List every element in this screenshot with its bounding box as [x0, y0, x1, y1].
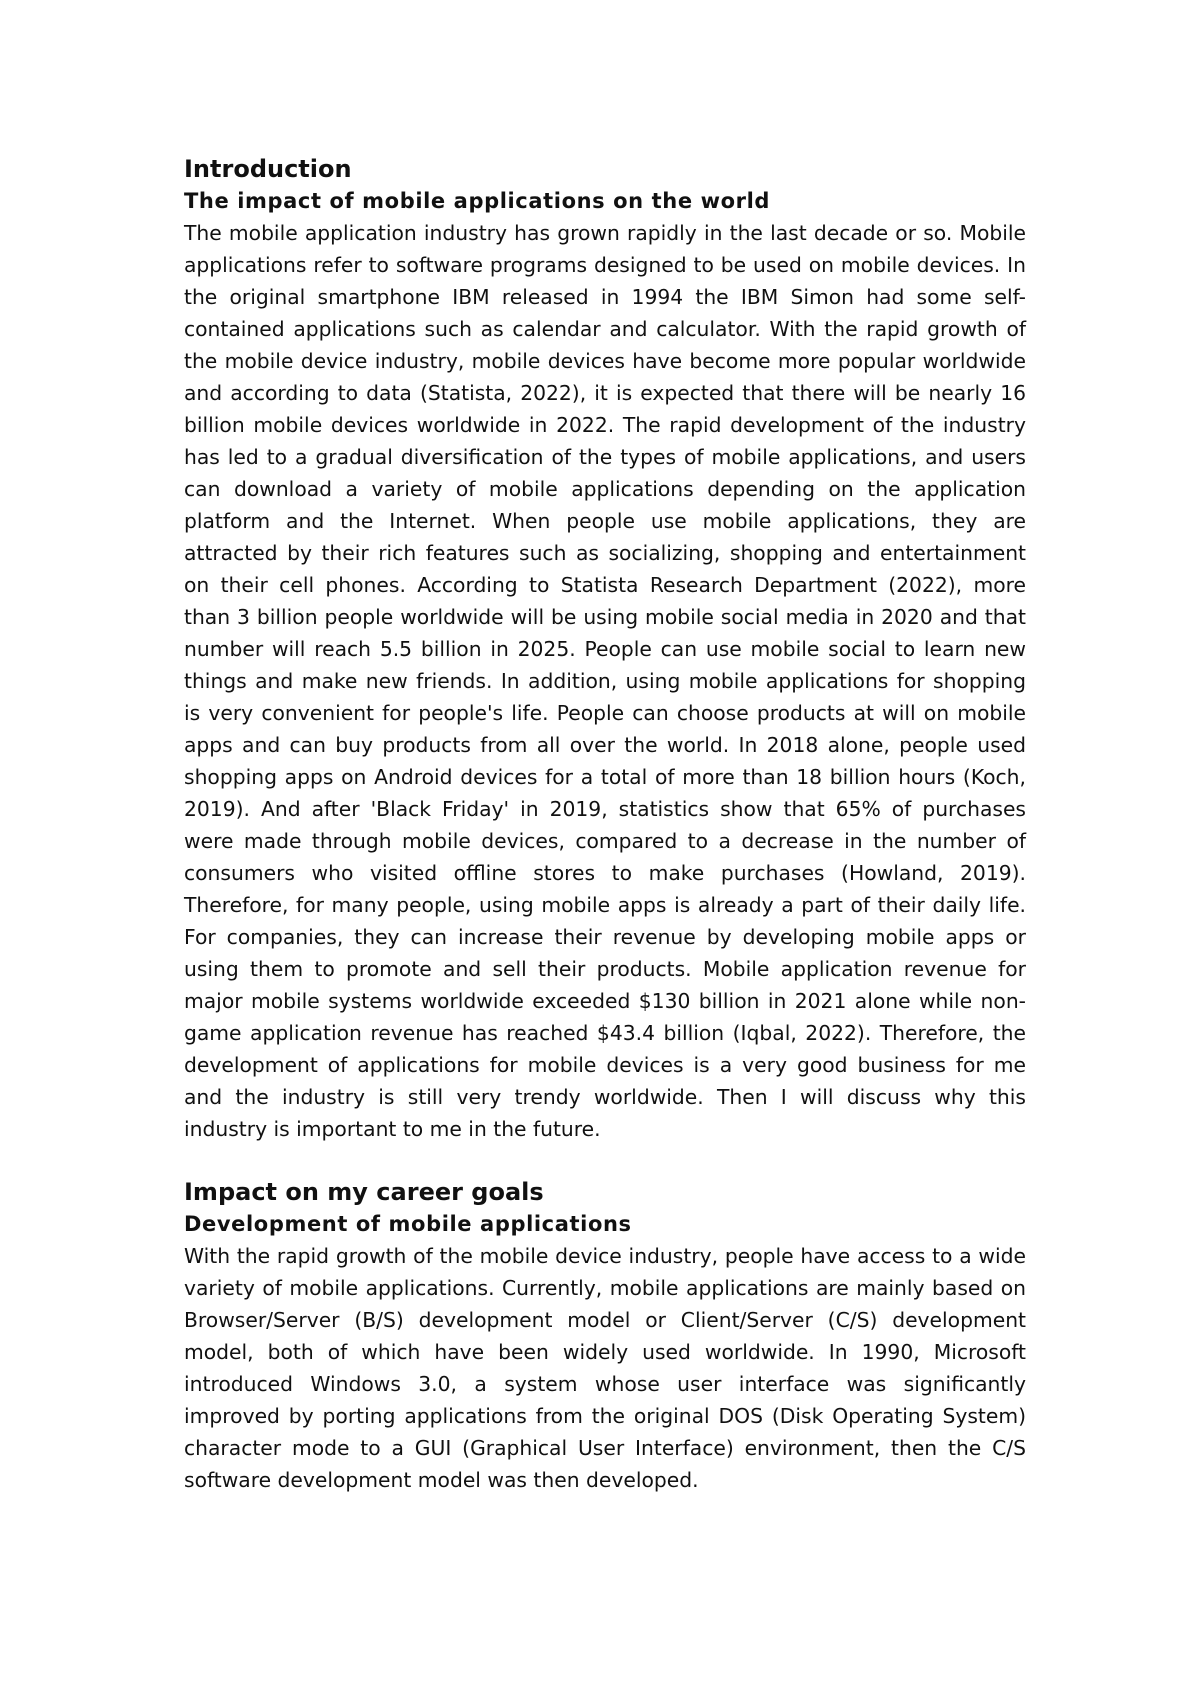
section-introduction	[184, 152, 1026, 1145]
section-subheading: Development of mobile applications	[184, 1212, 632, 1236]
section-heading: Introduction	[184, 155, 352, 183]
body-paragraph: The mobile application industry has grown rapidly in the last decade or so. Mobile applications refer to software programs designed to be used on mobile devices. In the original smartphone IBM released in 1994 the IBM Simon had some self-contained applications such as calendar and calculator. With the rapid growth of the mobile device industry, mobile devices have become more popular worldwide and according to data (Statista, 2022), it is expected that there will be nearly 16 billion mobile devices worldwide in 2022. The rapid development of the industry has led to a gradual diversification of the types of mobile applications, and users can download a variety of mobile applications depending on the application platform and the Internet. When people use mobile applications, they are attracted by their rich features such as socializing, shopping and entertainment on their cell phones. According to Statista Research Department (2022), more than 3 billion people worldwide will be using mobile social media in 2020 and that number will reach 5.5 billion in 2025. People can use mobile social to learn new things and make new friends. In addition, using mobile applications for shopping is very convenient for people's life. People can choose products at will on mobile apps and can buy products from all over the world. In 2018 alone, people used shopping apps on Android devices for a total of more than 18 billion hours (Koch, 2019). And after 'Black Friday' in 2019, statistics show that 65% of purchases were made through mobile devices, compared to a decrease in the number of consumers who visited offline stores to make purchases (Howland, 2019). Therefore, for many people, using mobile apps is already a part of their daily life. For companies, they can increase their revenue by developing mobile apps or using them to promote and sell their products. Mobile application revenue for major mobile systems worldwide exceeded $130 billion in 2021 alone while non-game application revenue has reached $43.4 billion (Iqbal, 2022). Therefore, the development of applications for mobile devices is a very good business for me and the industry is still very trendy worldwide. Then I will discuss why this industry is important to me in the future.	[184, 221, 1026, 1141]
section-career-goals	[184, 1175, 1026, 1496]
section-spacer	[184, 1145, 1026, 1175]
document-page	[184, 152, 1026, 1496]
body-paragraph: With the rapid growth of the mobile device industry, people have access to a wide variety of mobile applications. Currently, mobile applications are mainly based on Browser/Server (B/S) development model or Client/Server (C/S) development model, both of which have been widely used worldwide. In 1990, Microsoft introduced Windows 3.0, a system whose user interface was significantly improved by porting applications from the original DOS (Disk Operating System) character mode to a GUI (Graphical User Interface) environment, then the C/S software development model was then developed.	[184, 1244, 1026, 1492]
section-heading: Impact on my career goals	[184, 1178, 544, 1206]
section-subheading: The impact of mobile applications on the world	[184, 189, 770, 213]
